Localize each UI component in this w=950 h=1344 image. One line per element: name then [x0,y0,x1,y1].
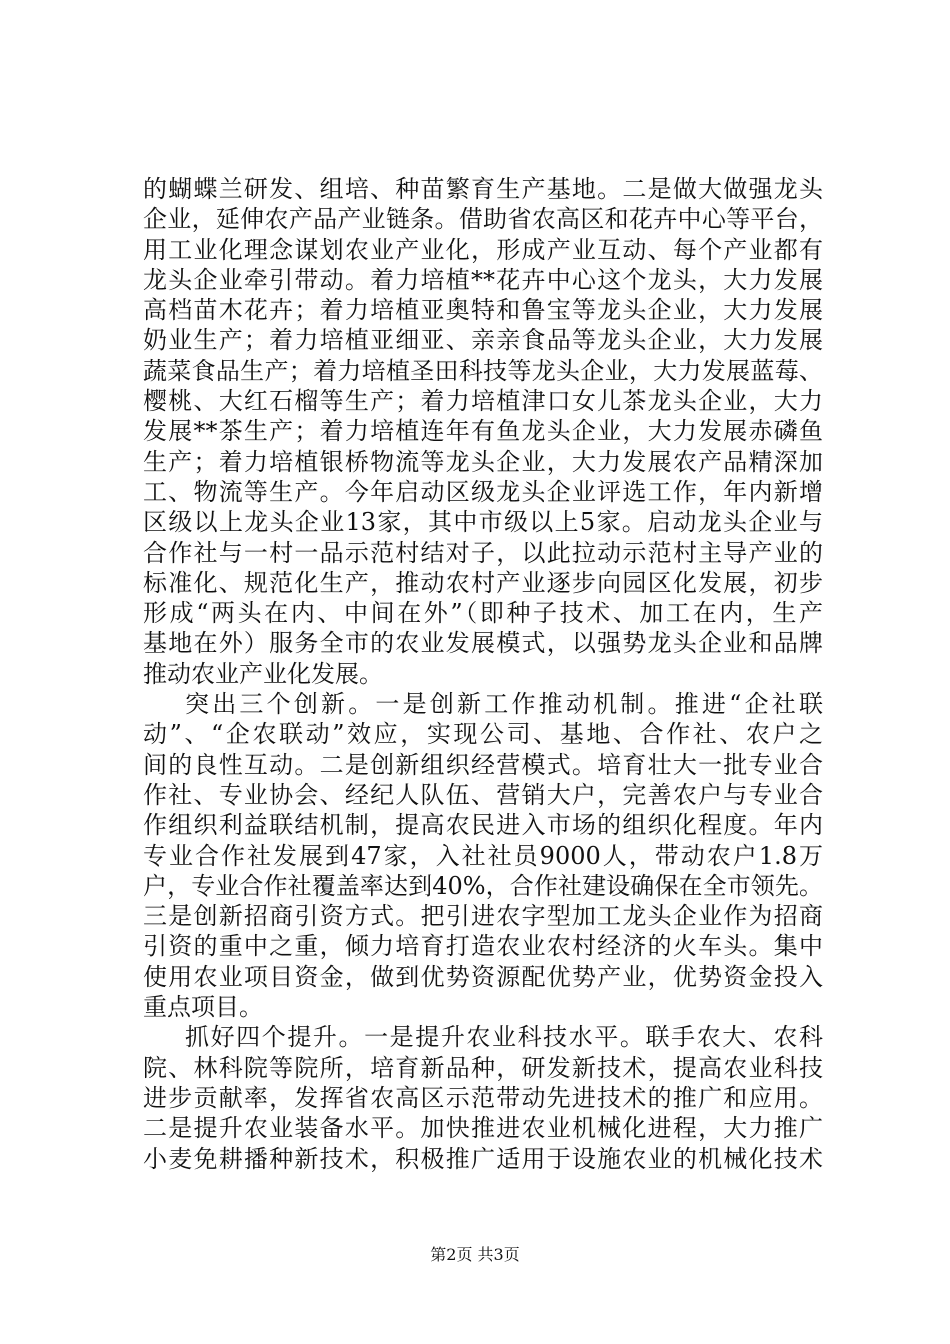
text-line: 三是创新招商引资方式。把引进农字型加工龙头企业作为招商 [143,902,823,931]
text-line: 动”、“企农联动”效应，实现公司、基地、合作社、农户之 [143,720,823,749]
text-line: 蔬菜食品生产；着力培植圣田科技等龙头企业，大力发展蓝莓、 [143,356,823,385]
text-line: 二是提升农业装备水平。加快推进农业机械化进程，大力推广 [143,1114,823,1143]
text-line: 发展**茶生产；着力培植连年有鱼龙头企业，大力发展赤磷鱼 [143,417,823,446]
page-number-footer: 第2页 共3页 [430,1245,520,1264]
text-line: 作组织利益联结机制，提高农民进入市场的组织化程度。年内 [143,811,823,840]
text-line: 作社、专业协会、经纪人队伍、营销大户，完善农户与专业合 [143,780,823,809]
text-line: 使用农业项目资金，做到优势资源配优势产业，优势资金投入 [143,962,823,991]
text-line: 企业，延伸农产品产业链条。借助省农高区和花卉中心等平台， [143,205,823,234]
text-line: 引资的重中之重，倾力培育打造农业农村经济的火车头。集中 [143,932,823,961]
text-line: 用工业化理念谋划农业产业化，形成产业互动、每个产业都有 [143,235,823,264]
text-line: 合作社与一村一品示范村结对子，以此拉动示范村主导产业的 [143,538,823,567]
text-line: 奶业生产；着力培植亚细亚、亲亲食品等龙头企业，大力发展 [143,326,823,355]
text-line: 推动农业产业化发展。 [143,659,383,688]
text-line: 高档苗木花卉；着力培植亚奥特和鲁宝等龙头企业，大力发展 [143,296,823,325]
document-body [143,174,823,1174]
text-line: 标准化、规范化生产，推动农村产业逐步向园区化发展，初步 [143,568,823,597]
text-line: 区级以上龙头企业13家，其中市级以上5家。启动龙头企业与 [143,508,823,537]
text-line: 户，专业合作社覆盖率达到40%，合作社建设确保在全市领先。 [143,871,823,900]
paragraph-heading-line: 抓好四个提升。一是提升农业科技水平。联手农大、农科 [185,1023,823,1052]
text-line: 小麦免耕播种新技术，积极推广适用于设施农业的机械化技术 [143,1144,823,1173]
text-line: 重点项目。 [143,993,263,1022]
text-line: 形成“两头在内、中间在外”（即种子技术、加工在内，生产 [143,599,823,628]
text-line: 龙头企业牵引带动。着力培植**花卉中心这个龙头，大力发展 [143,265,823,294]
paragraph-heading-line: 突出三个创新。一是创新工作推动机制。推进“企社联 [185,690,823,719]
text-line: 工、物流等生产。今年启动区级龙头企业评选工作，年内新增 [143,477,823,506]
text-line: 樱桃、大红石榴等生产；着力培植津口女儿茶龙头企业，大力 [143,387,823,416]
text-line: 基地在外）服务全市的农业发展模式，以强势龙头企业和品牌 [143,629,823,658]
text-line: 生产；着力培植银桥物流等龙头企业，大力发展农产品精深加 [143,447,823,476]
text-line: 间的良性互动。二是创新组织经营模式。培育壮大一批专业合 [143,750,823,779]
text-line: 进步贡献率，发挥省农高区示范带动先进技术的推广和应用。 [143,1083,823,1112]
text-line: 专业合作社发展到47家，入社社员9000人，带动农户1.8万 [143,841,823,870]
text-line: 的蝴蝶兰研发、组培、种苗繁育生产基地。二是做大做强龙头 [143,175,823,203]
text-line: 院、林科院等院所，培育新品种，研发新技术，提高农业科技 [143,1053,823,1082]
